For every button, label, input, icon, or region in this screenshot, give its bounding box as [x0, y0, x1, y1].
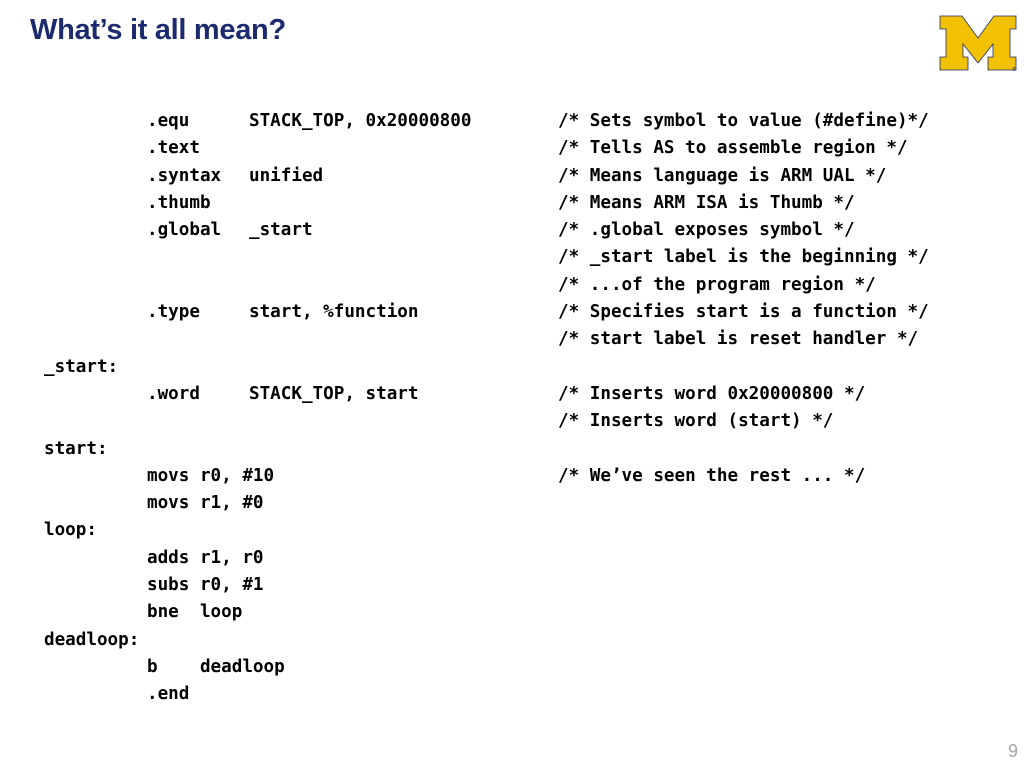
code-operands: STACK_TOP, 0x20000800	[249, 111, 472, 131]
code-comment: /* Inserts word (start) */	[558, 411, 834, 432]
code-instruction: movs r0, #10	[147, 465, 275, 486]
code-instruction: adds r1, r0	[147, 547, 264, 568]
code-operands: STACK_TOP, start	[249, 383, 419, 404]
code-instruction: .equ	[147, 111, 190, 131]
registered-mark: ®	[1012, 67, 1016, 72]
block-m-shape	[940, 16, 1016, 70]
code-instruction: subs r0, #1	[147, 575, 264, 596]
code-label: loop:	[44, 520, 97, 541]
code-comment: /* Means language is ARM UAL */	[558, 165, 887, 186]
code-instruction: .global	[147, 220, 222, 241]
code-instruction: .end	[147, 684, 190, 705]
code-comment: /* We’ve seen the rest ... */	[558, 465, 866, 486]
code-comment: /* Means ARM ISA is Thumb */	[558, 192, 855, 213]
code-comment: /* Inserts word 0x20000800 */	[558, 383, 866, 404]
code-comment: /* .global exposes symbol */	[558, 220, 855, 241]
code-instruction: .thumb	[147, 192, 211, 213]
code-label: start:	[44, 438, 108, 459]
code-comment: /* ...of the program region */	[558, 274, 876, 295]
code-instruction: .type	[147, 302, 200, 323]
code-comment: /* _start label is the beginning */	[558, 247, 929, 268]
code-instruction: movs r1, #0	[147, 493, 264, 514]
code-comment: /* Sets symbol to value (#define)*/	[558, 111, 929, 131]
code-instruction: .syntax	[147, 165, 222, 186]
code-comment: /* Tells AS to assemble region */	[558, 138, 908, 159]
code-operands: unified	[249, 165, 324, 186]
code-instruction: .word	[147, 383, 200, 404]
page-number: 9	[1007, 741, 1018, 761]
code-label: _start:	[44, 356, 119, 377]
code-comment: /* start label is reset handler */	[558, 329, 919, 350]
block-m-logo	[938, 14, 1018, 72]
slide-title: What’s it all mean?	[30, 14, 286, 46]
code-instruction: b deadloop	[147, 656, 285, 677]
code-instruction: .text	[147, 138, 200, 159]
code-operands: _start	[249, 220, 313, 241]
code-label: deadloop:	[44, 629, 140, 650]
code-comment: /* Specifies start is a function */	[558, 302, 929, 323]
code-operands: start, %function	[249, 302, 419, 323]
code-instruction: bne loop	[147, 602, 243, 623]
